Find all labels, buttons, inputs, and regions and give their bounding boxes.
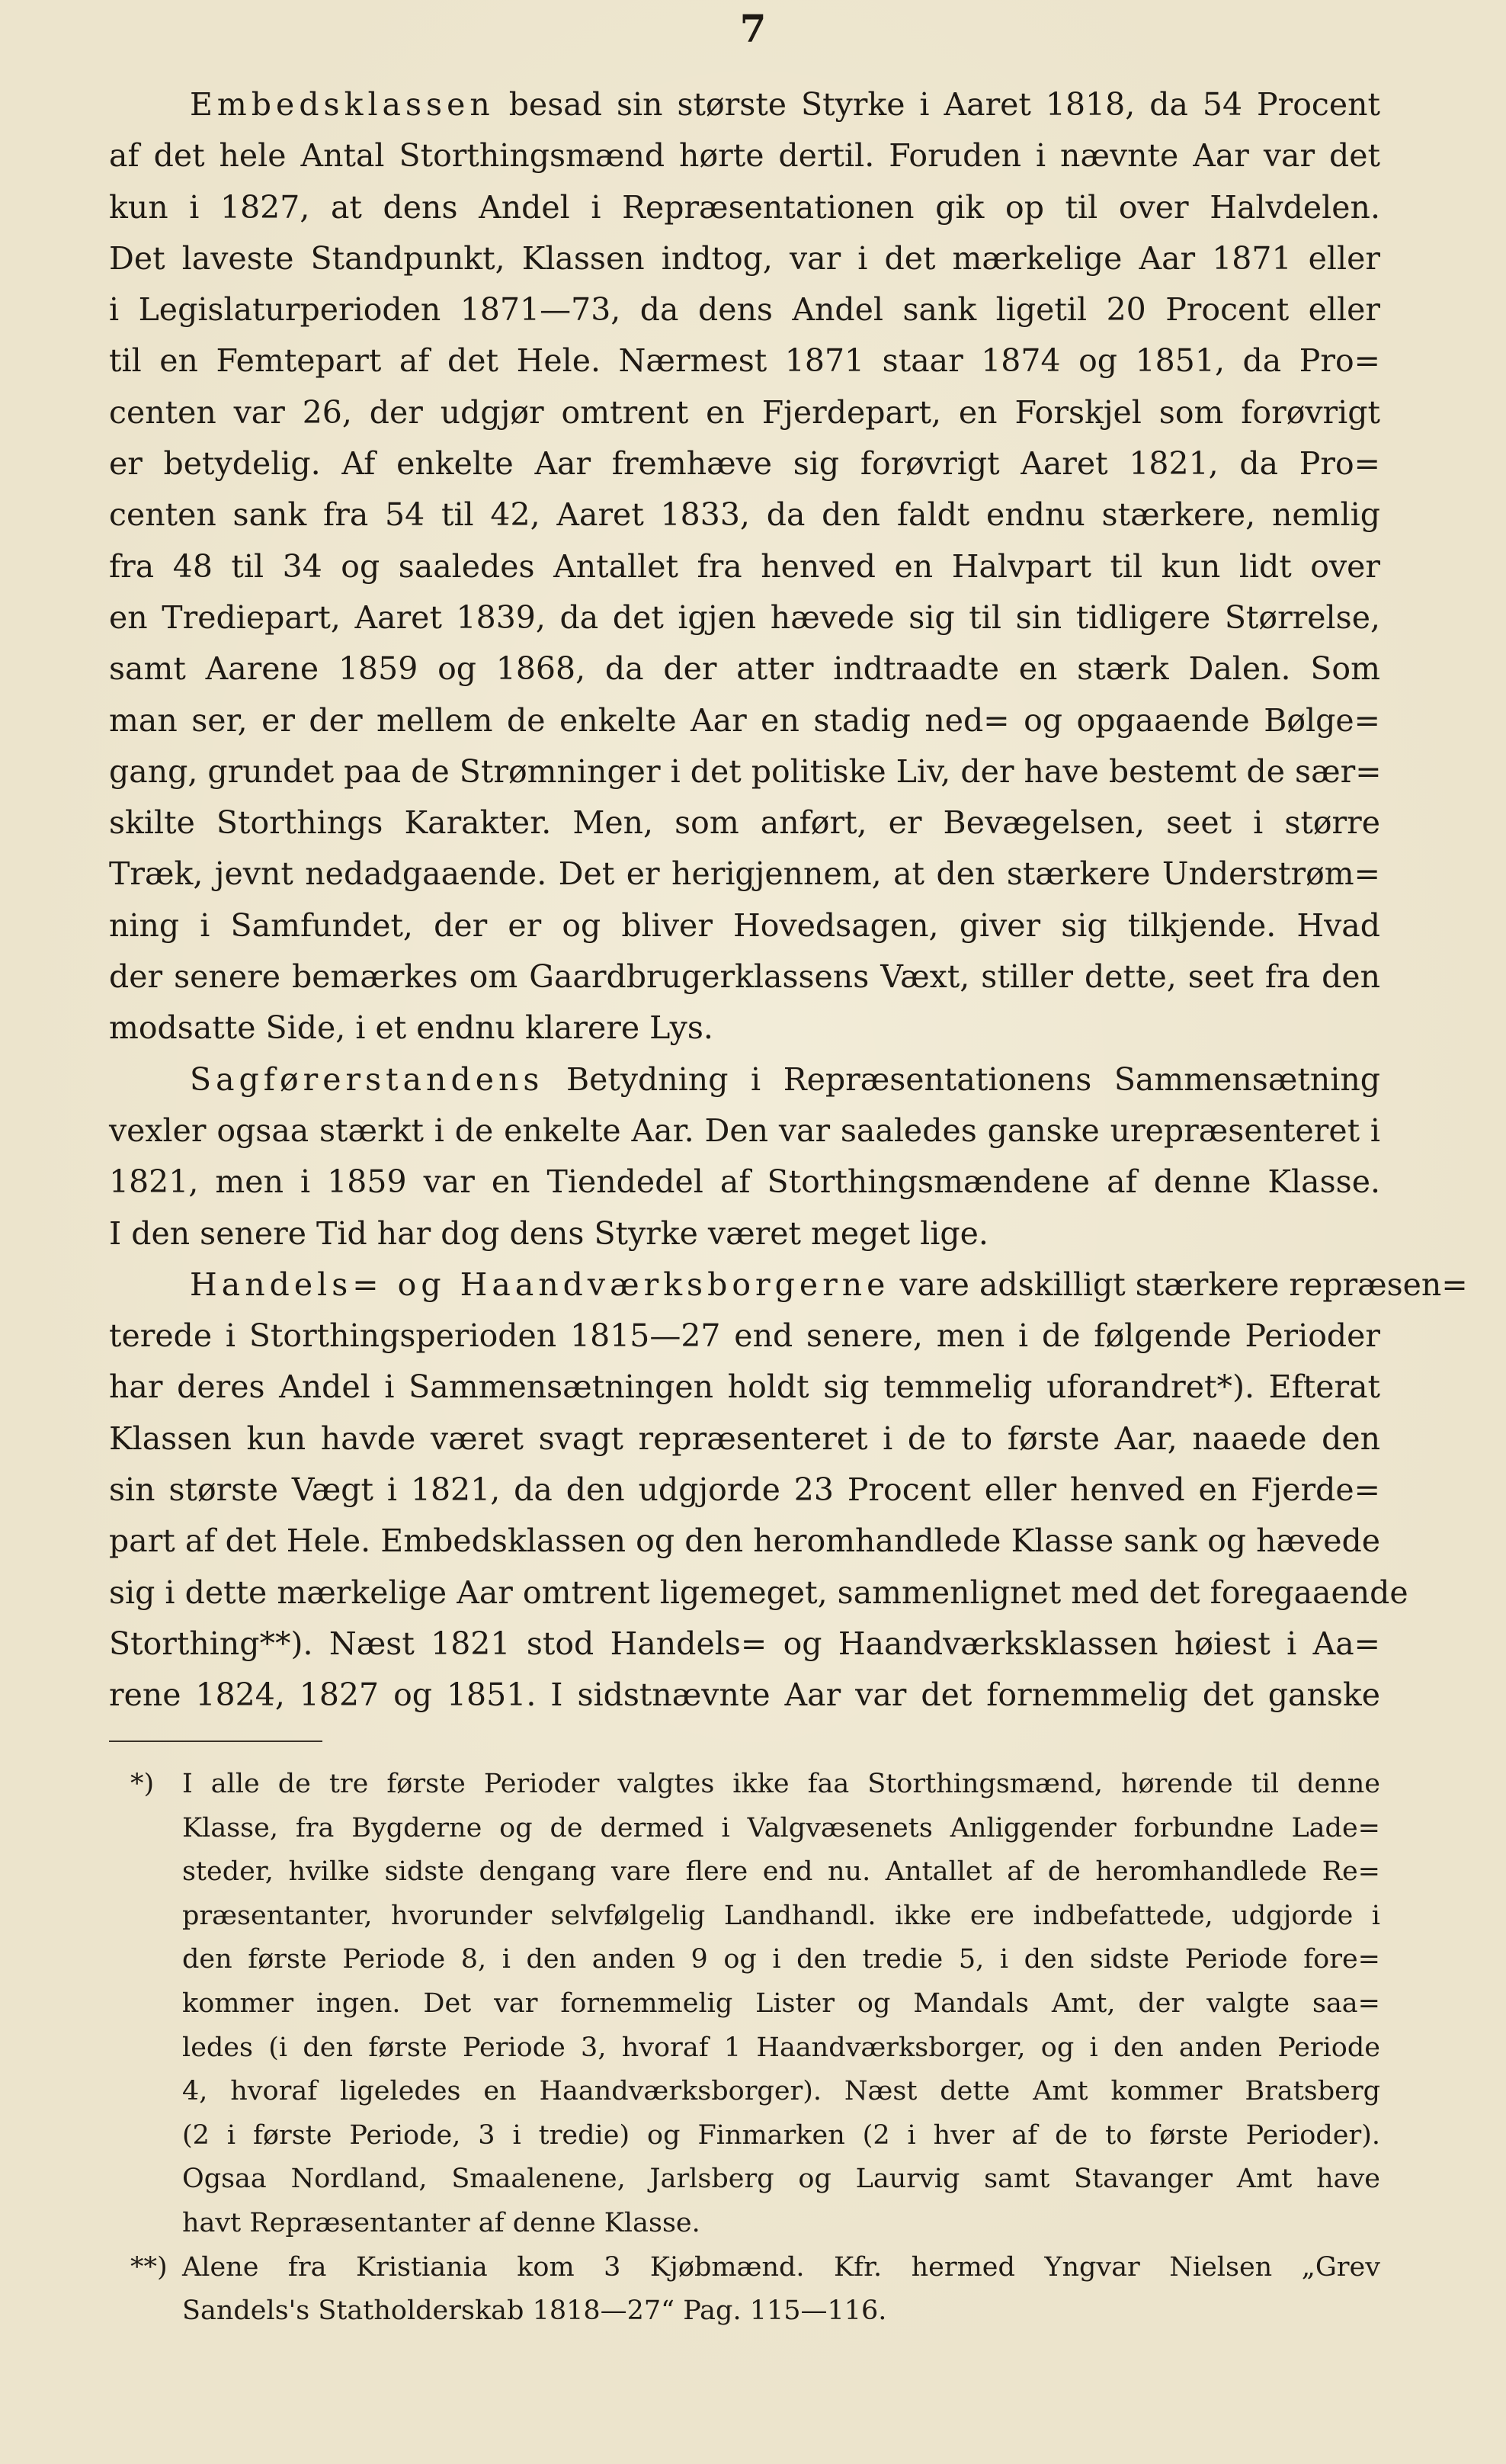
body-line: skilte Storthings Karakter. Men, som anført, er Bevægelsen, seet i større [109,804,1380,842]
body-line: modsatte Side, i et endnu klarere Lys. [109,1009,713,1047]
body-line: Træk, jevnt nedadgaaende. Det er herigjennem, at den stærkere Understrøm= [109,855,1380,893]
body-line: centen var 26, der udgjør omtrent en Fjerdepart, en Forskjel som forøvrigt [109,393,1380,431]
page-number: 7 [739,6,767,51]
emphasized-term: Sagførerstandens [190,1060,544,1098]
footnote-2-line [109,2246,1380,2290]
body-line: er betydelig. Af enkelte Aar fremhæve sig forøvrigt Aaret 1821, da Pro= [109,445,1380,483]
footnote-1-line: den første Periode 8, i den anden 9 og i den tredie 5, i den sidste Periode fore= [182,1944,1380,1975]
body-line: I den senere Tid har dog dens Styrke været meget lige. [109,1214,989,1252]
emphasized-term: Handels= og Haandværksborgerne [190,1266,890,1303]
body-line: centen sank fra 54 til 42, Aaret 1833, da den faldt endnu stærkere, nemlig [109,496,1380,534]
footnote-1-line [109,1763,1380,1807]
body-line: Klassen kun havde været svagt repræsenteret i de to første Aar, naaede den [109,1420,1380,1457]
footnote-2-line: Sandels's Statholderskab 1818—27“ Pag. 115—116. [182,2296,887,2327]
footnote-separator [109,1741,322,1742]
body-line: kun i 1827, at dens Andel i Repræsentationen gik op til over Halvdelen. [109,188,1380,226]
body-line: Det laveste Standpunkt, Klassen indtog, var i det mærkelige Aar 1871 eller [109,239,1380,277]
body-line: til en Femtepart af det Hele. Nærmest 1871 staar 1874 og 1851, da Pro= [109,342,1380,380]
footnote-1-line: kommer ingen. Det var fornemmelig Lister og Mandals Amt, der valgte saa= [182,1988,1380,2019]
footnote-1-line: præsentanter, hvorunder selvfølgelig Landhandl. ikke ere indbefattede, udgjorde i [182,1900,1380,1931]
footnote-2-text: Alene fra Kristiania kom 3 Kjøbmænd. Kfr. hermed Yngvar Nielsen „Grev [182,2251,1380,2283]
body-line: samt Aarene 1859 og 1868, da der atter indtraadte en stærk Dalen. Som [109,650,1380,688]
footnote-1-line: (2 i første Periode, 3 i tredie) og Finmarken (2 i hver af de to første Perioder). [182,2119,1380,2151]
body-line: har deres Andel i Sammensætningen holdt sig temmelig uforandret*). Efterat [109,1368,1380,1406]
body-line: der senere bemærkes om Gaardbrugerklassens Væxt, stiller dette, seet fra den [109,958,1380,996]
body-line: gang, grundet paa de Strømninger i det politiske Liv, der have bestemt de sær= [109,752,1382,790]
body-line: man ser, er der mellem de enkelte Aar en stadig ned= og opgaaende Bølge= [109,701,1380,739]
footnote-1-mark: *) [130,1769,155,1799]
body-line: terede i Storthingsperioden 1815—27 end senere, men i de følgende Perioder [109,1317,1380,1355]
footnote-1-line: ledes (i den første Periode 3, hvoraf 1 Haandværksborger, og i den anden Periode [182,2032,1380,2063]
body-text [109,79,1468,1721]
body-line: rene 1824, 1827 og 1851. I sidstnævnte Aar var det fornemmelig det ganske [109,1676,1380,1714]
body-line: en Trediepart, Aaret 1839, da det igjen hævede sig til sin tidligere Størrelse, [109,598,1380,636]
footnote-1-line: steder, hvilke sidste dengang vare flere end nu. Antallet af de heromhandlede Re= [182,1856,1380,1888]
body-line: sin største Vægt i 1821, da den udgjorde 23 Procent eller henved en Fjerde= [109,1471,1380,1509]
body-line: i Legislaturperioden 1871—73, da dens Andel sank ligetil 20 Procent eller [109,291,1380,329]
body-line: ning i Samfundet, der er og bliver Hovedsagen, giver sig tilkjende. Hvad [109,906,1380,944]
footnote-1-line: Klasse, fra Bygderne og de dermed i Valgvæsenets Anliggender forbundne Lade= [182,1812,1380,1843]
footnote-1-line: 4, hvoraf ligeledes en Haandværksborger). Næst dette Amt kommer Bratsberg [182,2076,1380,2107]
emphasized-term: Embedsklassen [190,86,495,123]
body-line: 1821, men i 1859 var en Tiendedel af Storthingsmændene af denne Klasse. [109,1163,1380,1201]
body-line: vexler ogsaa stærkt i de enkelte Aar. Den var saaledes ganske urepræsenteret i [109,1112,1380,1149]
footnote-1-line: Ogsaa Nordland, Smaalenene, Jarlsberg og Laurvig samt Stavanger Amt have [182,2164,1380,2195]
body-line: af det hele Antal Storthingsmænd hørte dertil. Foruden i nævnte Aar var det [109,137,1380,175]
body-line: Sagførerstandens Betydning i Repræsentationens Sammensætning [190,1060,1380,1098]
body-line: fra 48 til 34 og saaledes Antallet fra henved en Halvpart til kun lidt over [109,547,1380,585]
footnote-2-mark: **) [130,2251,168,2283]
footnote-1-line: havt Repræsentanter af denne Klasse. [182,2207,700,2238]
footnote-1-text: I alle de tre første Perioder valgtes ikke faa Storthingsmænd, hørende til denne [182,1769,1380,1799]
body-line: part af det Hele. Embedsklassen og den heromhandlede Klasse sank og hævede [109,1522,1380,1560]
body-line: sig i dette mærkelige Aar omtrent ligemeget, sammenlignet med det foregaaende [109,1574,1408,1611]
footnotes [109,1763,1380,2334]
body-line: Handels= og Haandværksborgerne vare adskilligt stærkere repræsen= [190,1266,1468,1303]
body-line: Storthing**). Næst 1821 stod Handels= og Haandværksklassen høiest i Aa= [109,1625,1380,1662]
body-line: Embedsklassen besad sin største Styrke i Aaret 1818, da 54 Procent [190,86,1380,123]
